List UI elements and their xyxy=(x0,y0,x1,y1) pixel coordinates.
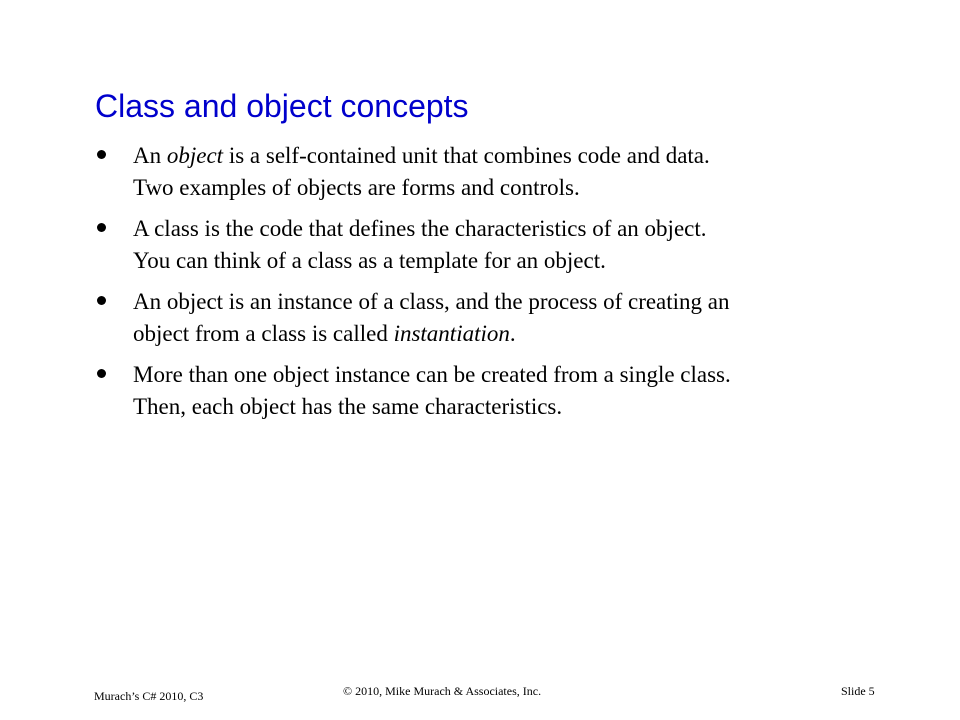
text-run: Then, each object has the same characteristics. xyxy=(133,394,563,419)
bullet-dot-icon xyxy=(97,369,106,378)
bullet-list xyxy=(95,140,875,432)
text-run: You can think of a class as a template for an object. xyxy=(133,248,606,273)
bullet-line xyxy=(133,213,707,245)
bullet-line xyxy=(133,140,710,172)
bullet-line xyxy=(133,391,731,423)
bullet-text xyxy=(133,359,731,423)
text-run: is a self-contained unit that combines code and data. xyxy=(223,143,710,168)
bullet-text xyxy=(133,140,710,204)
text-run: . xyxy=(509,321,516,346)
footer-book-reference: Murach’s C# 2010, C3 xyxy=(94,689,204,703)
text-run: object from a class is called xyxy=(133,321,394,346)
bullet-item xyxy=(95,286,875,358)
text-run: Two examples of objects are forms and controls. xyxy=(133,175,580,200)
bullet-text xyxy=(133,286,730,350)
bullet-dot-icon xyxy=(97,150,106,159)
text-run: An xyxy=(133,143,167,168)
bullet-item xyxy=(95,140,875,212)
text-run: A class is the code that defines the characteristics of an object. xyxy=(133,216,707,241)
footer-copyright: © 2010, Mike Murach & Associates, Inc. xyxy=(343,684,542,698)
text-run: An object is an instance of a class, and the process of creating an xyxy=(133,289,730,314)
emphasized-term: instantiation xyxy=(393,321,510,346)
bullet-item xyxy=(95,213,875,285)
text-run: More than one object instance can be created from a single class. xyxy=(133,362,731,387)
bullet-line xyxy=(133,172,710,204)
bullet-dot-icon xyxy=(97,223,106,232)
bullet-line xyxy=(133,359,731,391)
bullet-line xyxy=(133,286,730,318)
bullet-item xyxy=(95,359,875,431)
bullet-text xyxy=(133,213,707,277)
bullet-line xyxy=(133,318,730,350)
slide-title: Class and object concepts xyxy=(95,88,469,124)
bullet-dot-icon xyxy=(97,296,106,305)
emphasized-term: object xyxy=(166,143,224,168)
bullet-line xyxy=(133,245,707,277)
footer-slide-number: Slide 5 xyxy=(841,684,875,698)
